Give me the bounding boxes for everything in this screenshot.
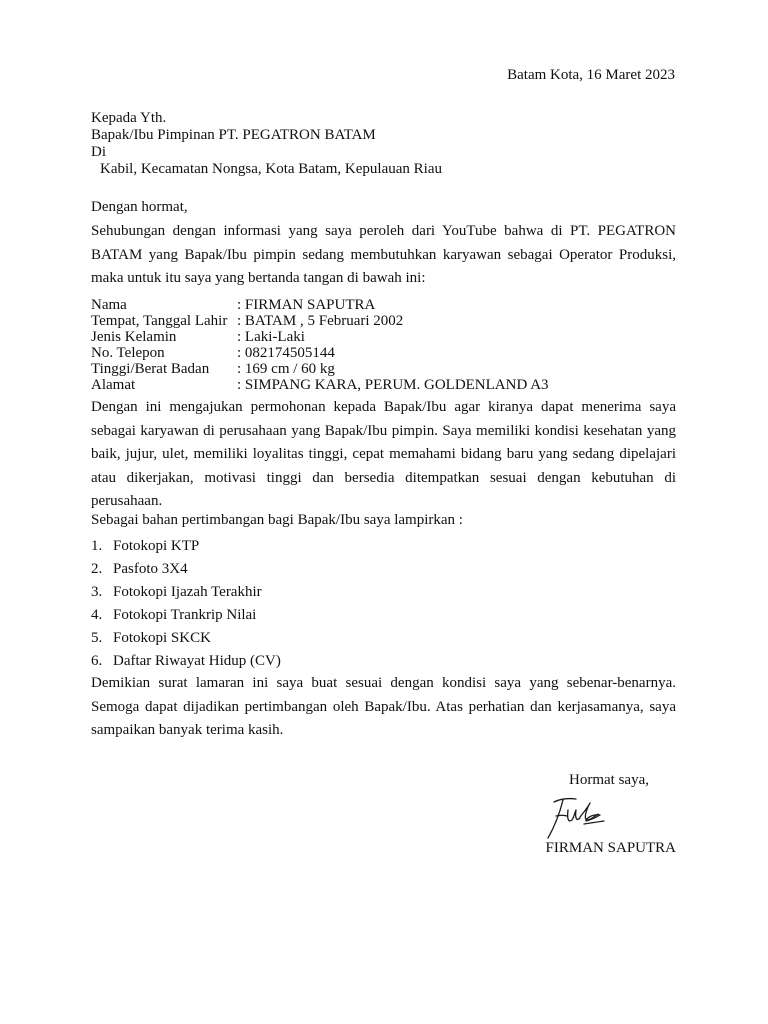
list-item-number: 4.	[91, 607, 103, 623]
identity-label: Jenis Kelamin	[91, 329, 177, 345]
identity-value: : Laki-Laki	[237, 329, 305, 345]
handwritten-signature	[540, 790, 606, 844]
identity-value: : 169 cm / 60 kg	[237, 361, 335, 377]
identity-row-birth	[91, 313, 549, 329]
identity-row-height-weight	[91, 361, 549, 377]
identity-row-name	[91, 297, 549, 313]
list-item	[91, 535, 281, 558]
identity-value: : SIMPANG KARA, PERUM. GOLDENLAND A3	[237, 377, 549, 393]
signature-block	[516, 772, 676, 862]
list-item-number: 2.	[91, 561, 103, 577]
identity-label: Tempat, Tanggal Lahir	[91, 313, 228, 329]
identity-label: Tinggi/Berat Badan	[91, 361, 210, 377]
identity-table	[91, 297, 549, 393]
identity-label: No. Telepon	[91, 345, 165, 361]
list-item-text: Fotokopi KTP	[113, 538, 200, 554]
list-item-text: Daftar Riwayat Hidup (CV)	[113, 653, 281, 669]
addressee-line-1: Kepada Yth.	[91, 110, 167, 126]
list-item	[91, 604, 281, 627]
list-item-number: 5.	[91, 630, 103, 646]
identity-row-phone	[91, 345, 549, 361]
list-item-number: 6.	[91, 653, 103, 669]
list-item-text: Fotokopi Ijazah Terakhir	[113, 584, 262, 600]
list-item	[91, 558, 281, 581]
identity-row-gender	[91, 329, 549, 345]
addressee-line-4: Kabil, Kecamatan Nongsa, Kota Batam, Kepulauan Riau	[100, 161, 442, 177]
signer-name: FIRMAN SAPUTRA	[545, 840, 676, 856]
closing-paragraph: Demikian surat lamaran ini saya buat sesuai dengan kondisi saya yang sebenar-benarnya. Semoga dapat dijadikan pertimbangan oleh Bapak/Ibu. Atas perhatian dan kerjasamanya, saya sampaikan banyak terima kasih.	[91, 675, 676, 738]
addressee-block	[91, 110, 442, 178]
closing-salutation: Hormat saya,	[569, 772, 649, 788]
addressee-line-3: Di	[91, 144, 106, 160]
signature-strokes	[548, 799, 604, 838]
list-item-number: 1.	[91, 538, 103, 554]
addressee-line-2: Bapak/Ibu Pimpinan PT. PEGATRON BATAM	[91, 127, 376, 143]
attachments-intro: Sebagai bahan pertimbangan bagi Bapak/Ibu saya lampirkan :	[91, 512, 463, 528]
identity-value: : BATAM , 5 Februari 2002	[237, 313, 404, 329]
attachments-list	[91, 535, 281, 673]
intro-paragraph: Sehubungan dengan informasi yang saya peroleh dari YouTube bahwa di PT. PEGATRON BATAM yang Bapak/Ibu pimpin sedang membutuhkan karyawan sebagai Operator Produksi, maka untuk itu saya yang bertanda tangan di bawah ini:	[91, 223, 676, 286]
list-item-text: Pasfoto 3X4	[113, 561, 188, 577]
list-item	[91, 650, 281, 673]
identity-value: : FIRMAN SAPUTRA	[237, 297, 376, 313]
list-item-text: Fotokopi Trankrip Nilai	[113, 607, 257, 623]
identity-value: : 082174505144	[237, 345, 335, 361]
identity-label: Nama	[91, 297, 127, 313]
place-date: Batam Kota, 16 Maret 2023	[507, 67, 675, 83]
list-item	[91, 581, 281, 604]
salutation: Dengan hormat,	[91, 199, 188, 215]
request-paragraph: Dengan ini mengajukan permohonan kepada Bapak/Ibu agar kiranya dapat menerima saya sebagai karyawan di perusahaan yang Bapak/Ibu pimpin. Saya memiliki kondisi kesehatan yang baik, jujur, ulet, memiliki loyalitas tinggi, cepat memahami bidang baru yang sedang dipelajari atau dikerjakan, motivasi tinggi dan bersedia ditempatkan sesuai dengan kebutuhan di perusahaan.	[91, 399, 676, 509]
identity-label: Alamat	[91, 377, 136, 393]
identity-row-address	[91, 377, 549, 393]
list-item-text: Fotokopi SKCK	[113, 630, 211, 646]
list-item	[91, 627, 281, 650]
list-item-number: 3.	[91, 584, 103, 600]
